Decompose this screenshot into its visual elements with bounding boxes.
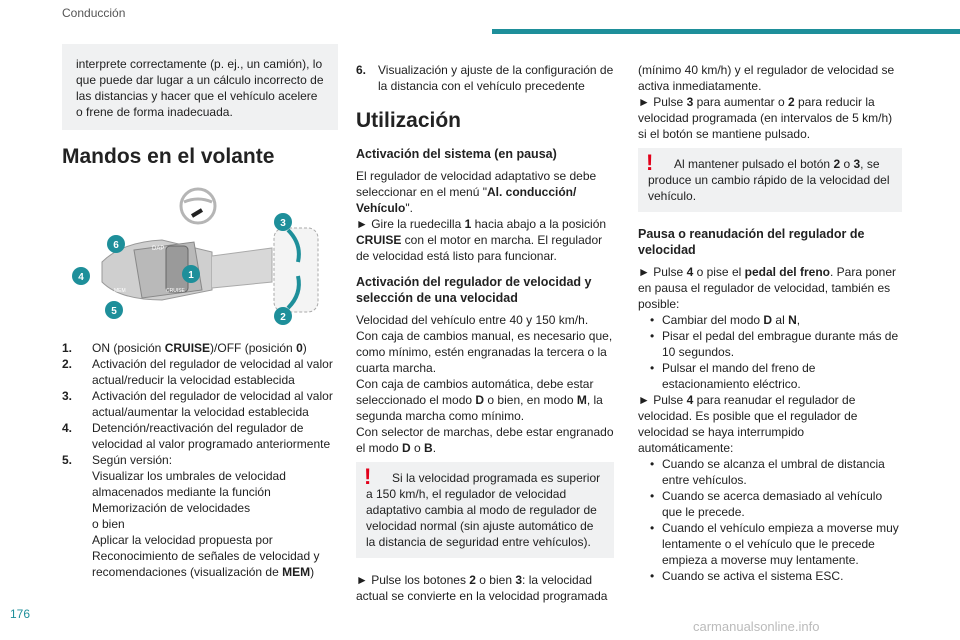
paragraph: ► Pulse 4 para reanudar el regulador de velocidad. Es posible que el regulador de velocidad se haya interrumpido automáticamente:	[638, 393, 858, 455]
paragraph: El regulador de velocidad adaptativo se debe seleccionar en el menú "Al. conducción/ Vehículo".	[356, 169, 597, 215]
callout-1: 1	[188, 270, 194, 281]
paragraph: Con caja de cambios manual, es necesario que, como mínimo, estén engranadas la tercera o la cuarta marcha.	[356, 329, 613, 375]
paragraph: Con selector de marchas, debe estar engranado el modo D o B.	[356, 425, 614, 455]
heading-activacion: Activación del sistema (en pausa)	[356, 147, 557, 161]
section-title: Conducción	[62, 6, 126, 20]
callout-5: 5	[111, 306, 117, 317]
list-item: 3. Activación del regulador de velocidad al valor actual/aumentar la velocidad establecida	[62, 389, 333, 419]
paragraph: ► Pulse 3 para aumentar o 2 para reducir la velocidad programada (en intervalos de 5 km/h) si el botón se mantiene pulsado.	[638, 95, 893, 141]
callout-6: 6	[113, 240, 119, 251]
callout-4: 4	[78, 272, 84, 283]
paragraph: ► Pulse los botones 2 o bien 3: la velocidad actual se convierte en la velocidad programada	[356, 573, 608, 603]
bullet-list	[638, 312, 902, 392]
steering-wheel-icon	[181, 189, 215, 223]
heading-utilizacion: Utilización	[356, 109, 462, 132]
list-item: • Cambiar del modo D al N,	[650, 312, 902, 328]
stalk-side-view	[274, 228, 318, 312]
heading-pausa: Pausa o reanudación del regulador de velocidad	[638, 227, 865, 257]
list-item: • Pulsar el mando del freno de estacionamiento eléctrico.	[650, 360, 902, 392]
middle-column	[356, 62, 614, 604]
svg-text:CRUISE: CRUISE	[166, 288, 185, 294]
list-item: 2. Activación del regulador de velocidad al valor actual/reducir la velocidad establecida	[62, 357, 333, 387]
watermark: carmanualsonline.info	[693, 619, 820, 634]
paragraph: ► Pulse 4 o pise el pedal del freno. Para poner en pausa el regulador de velocidad, también es posible:	[638, 265, 897, 311]
callout-2: 2	[280, 312, 286, 323]
paragraph: Con caja de cambios automática, debe estar seleccionado el modo D o bien, en modo M, la segunda marcha como mínimo.	[356, 377, 603, 423]
warning-box: ! Si la velocidad programada es superior a 150 km/h, el regulador de velocidad adaptativo cambia al modo de regulador de velocidad normal (sin ajuste automático de la distancia de seguridad entre vehículos).	[356, 462, 614, 558]
heading-seleccion-velocidad: Activación del regulador de velocidad y selección de una velocidad	[356, 275, 592, 305]
page-number: 176	[10, 607, 31, 621]
svg-text:MEM: MEM	[114, 288, 126, 294]
list-item: • Cuando se alcanza el umbral de distancia entre vehículos.	[650, 456, 902, 488]
list-item: 4. Detención/reactivación del regulador de velocidad al valor programado anteriormente	[62, 421, 331, 451]
warning-icon: !	[364, 464, 372, 489]
svg-text:DAP: DAP	[152, 246, 165, 252]
warning-box: ! Al mantener pulsado el botón 2 o 3, se produce un cambio rápido de la velocidad del vehículo.	[638, 148, 902, 212]
paragraph: (mínimo 40 km/h) y el regulador de velocidad se activa inmediatamente.	[638, 63, 895, 93]
list-item: • Cuando se acerca demasiado al vehículo que le precede.	[650, 488, 902, 520]
paragraph: ► Gire la ruedecilla 1 hacia abajo a la posición CRUISE con el motor en marcha. El regulador de velocidad está listo para funcionar.	[356, 217, 607, 263]
left-column	[62, 44, 338, 580]
controls-list	[62, 340, 338, 580]
paragraph: Velocidad del vehículo entre 40 y 150 km/h.	[356, 313, 589, 327]
bullet-list	[638, 456, 902, 584]
list-item: 1. ON (posición CRUISE)/OFF (posición 0)	[62, 341, 307, 355]
right-column	[638, 62, 902, 584]
heading-mandos: Mandos en el volante	[62, 145, 275, 168]
callout-3: 3	[280, 218, 286, 229]
header-accent-bar	[492, 29, 960, 34]
steering-controls-diagram	[62, 182, 338, 332]
cruise-stalk-illustration	[62, 182, 338, 332]
list-item: 6. Visualización y ajuste de la configuración de la distancia con el vehículo precedente	[356, 63, 614, 93]
note-box	[62, 44, 338, 130]
list-item: • Pisar el pedal del embrague durante más de 10 segundos.	[650, 328, 902, 360]
warning-icon: !	[646, 150, 654, 175]
list-item: 5. Según versión: Visualizar los umbrales de velocidad almacenados mediante la función Memorización de velocidades o bien Aplicar la velocidad propuesta por Reconocimiento de señales de velocidad y recomendaciones (visualización de MEM)	[62, 453, 320, 579]
list-item: • Cuando el vehículo empieza a moverse muy lentamente o el vehículo que le precede empieza a moverse muy lentamente.	[650, 520, 902, 568]
list-item: • Cuando se activa el sistema ESC.	[650, 568, 902, 584]
note-text: interprete correctamente (p. ej., un camión), lo que puede dar lugar a un cálculo incorrecto de las distancias y hacer que el vehículo acelere o frene de forma inadecuada.	[76, 57, 324, 119]
